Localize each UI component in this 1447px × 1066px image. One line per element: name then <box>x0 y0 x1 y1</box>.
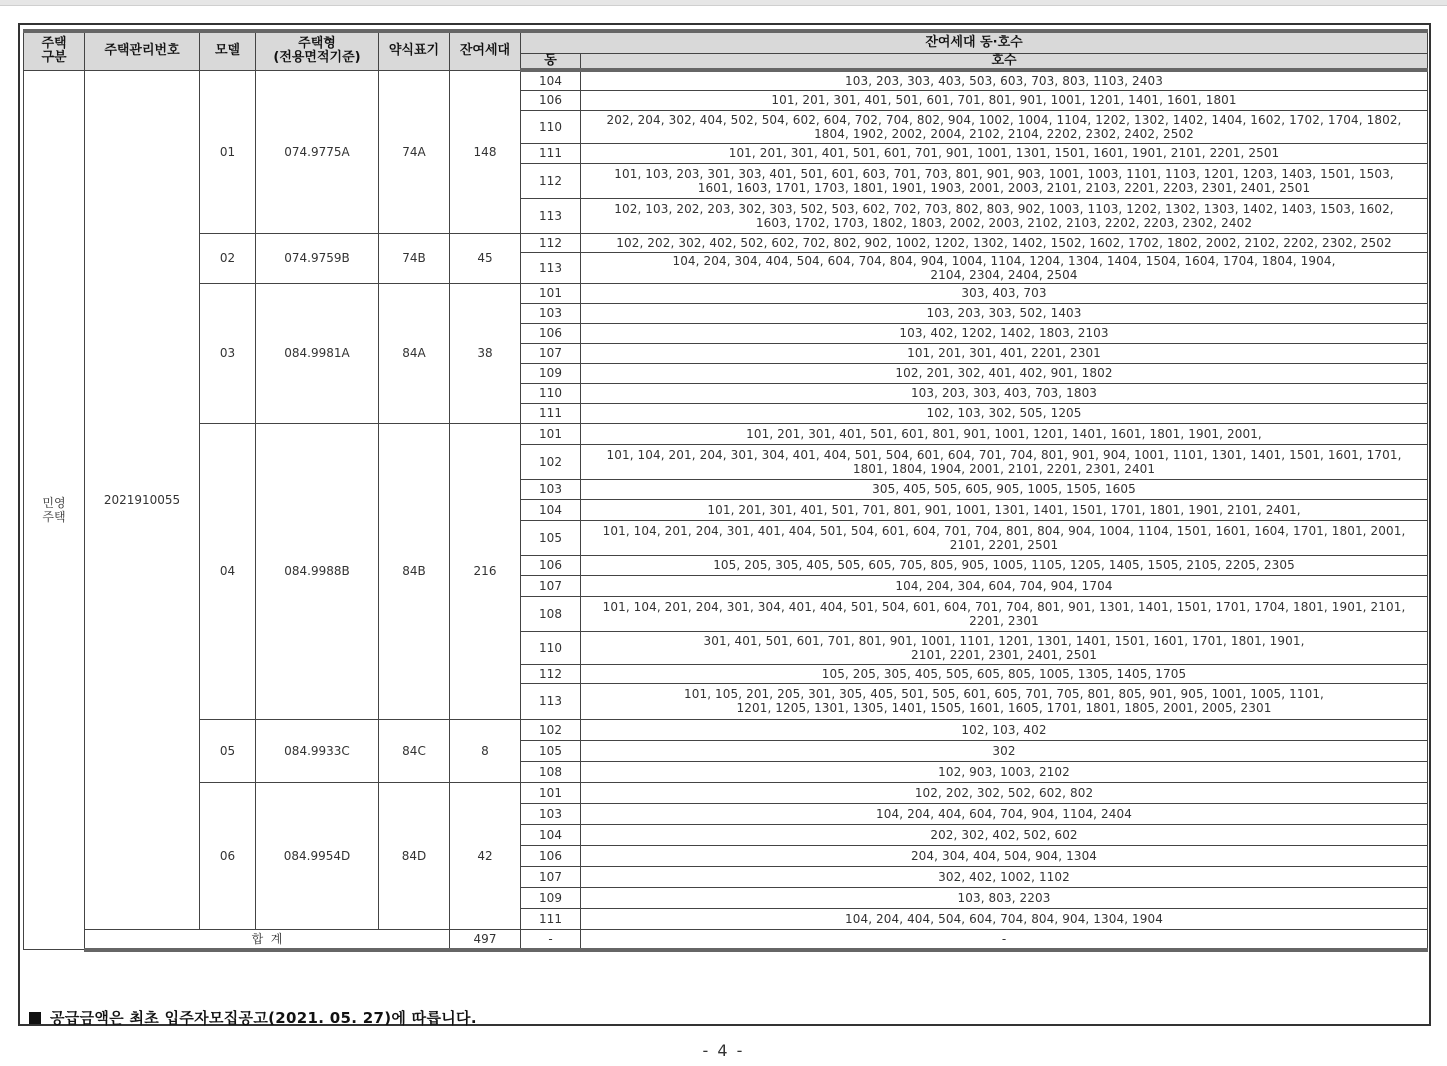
total-row <box>24 929 1428 950</box>
dong-cell: 108 <box>521 596 581 631</box>
units-cell <box>581 143 1428 163</box>
total-label: 합 계 <box>85 929 450 950</box>
units-line: 102, 103, 302, 505, 1205 <box>926 406 1082 420</box>
dong-cell: 104 <box>521 70 581 90</box>
units-line: 2201, 2301 <box>969 613 1039 628</box>
model-cell: 04 <box>200 423 256 719</box>
units-line: 101, 104, 201, 204, 301, 304, 401, 404, 501, 504, 601, 604, 701, 704, 801, 901, 1301, 1401, 1501, 1701, 1704, 1801, 1901, 2101, <box>602 599 1406 614</box>
units-line: 1603, 1702, 1703, 1802, 1803, 2002, 2003, 2102, 2103, 2202, 2203, 2302, 2402 <box>755 215 1253 230</box>
dong-cell: 107 <box>521 866 581 887</box>
units-cell <box>581 740 1428 761</box>
units-line: 103, 803, 2203 <box>957 890 1051 905</box>
dong-cell: 107 <box>521 343 581 363</box>
housing-kind-text: 주택 <box>42 509 66 524</box>
dong-cell: 112 <box>521 664 581 683</box>
units-cell <box>581 520 1428 555</box>
units-line: 102, 202, 302, 402, 502, 602, 702, 802, 902, 1002, 1202, 1302, 1402, 1502, 1602, 1702, 1802, 2002, 2102, 2202, 2302, 2502 <box>616 235 1392 250</box>
units-cell <box>581 719 1428 740</box>
dong-cell: 104 <box>521 824 581 845</box>
model-cell: 06 <box>200 782 256 929</box>
units-line: 101, 104, 201, 204, 301, 401, 404, 501, 504, 601, 604, 701, 704, 801, 804, 904, 1004, 1104, 1501, 1601, 1604, 1701, 1801, 2001, <box>602 523 1406 538</box>
units-line: 103, 402, 1202, 1402, 1803, 2103 <box>899 326 1109 340</box>
note-text: 공급금액은 최초 입주자모집공고(2021. 05. 27)에 따릅니다. <box>50 1009 477 1027</box>
units-line: 202, 302, 402, 502, 602 <box>930 827 1078 842</box>
units-cell <box>581 303 1428 323</box>
top-rule <box>0 0 1447 6</box>
units-cell <box>581 423 1428 444</box>
dong-cell: 101 <box>521 782 581 803</box>
units-line: 104, 204, 404, 504, 604, 704, 804, 904, 1304, 1904 <box>845 911 1163 926</box>
dong-cell: 106 <box>521 90 581 110</box>
table-row <box>24 782 1428 803</box>
units-line: 102, 103, 402 <box>961 722 1047 737</box>
type-cell: 074.9775A <box>256 70 379 233</box>
units-line: 2104, 2304, 2404, 2504 <box>930 267 1078 282</box>
dong-cell: 106 <box>521 323 581 343</box>
units-line: 105, 205, 305, 405, 505, 605, 705, 805, 905, 1005, 1105, 1205, 1405, 1505, 2105, 2205, 2305 <box>713 558 1295 572</box>
total-units: - <box>581 929 1428 950</box>
units-line: 302 <box>992 743 1016 758</box>
units-line: 101, 201, 301, 401, 2201, 2301 <box>907 346 1101 360</box>
table-row <box>24 70 1428 90</box>
units-cell <box>581 908 1428 929</box>
dong-cell: 101 <box>521 423 581 444</box>
units-line: 101, 104, 201, 204, 301, 304, 401, 404, 501, 504, 601, 604, 701, 704, 801, 901, 904, 1001, 1101, 1301, 1401, 1501, 1601, 1701, <box>606 447 1402 462</box>
units-cell <box>581 444 1428 479</box>
units-line: 104, 204, 304, 604, 704, 904, 1704 <box>895 578 1113 593</box>
units-line: 104, 204, 304, 404, 504, 604, 704, 804, 904, 1004, 1104, 1204, 1304, 1404, 1504, 1604, 1704, 1804, 1904, <box>672 253 1336 268</box>
dong-cell: 106 <box>521 555 581 575</box>
abbr-cell: 74B <box>379 233 450 283</box>
remaining-count-cell: 148 <box>450 70 521 233</box>
page-number: - 4 - <box>702 1041 745 1060</box>
dong-cell: 113 <box>521 683 581 719</box>
dong-cell: 113 <box>521 252 581 283</box>
units-cell <box>581 555 1428 575</box>
units-cell <box>581 110 1428 143</box>
units-line: 204, 304, 404, 504, 904, 1304 <box>910 848 1098 863</box>
remaining-count-cell: 8 <box>450 719 521 782</box>
type-cell: 074.9759B <box>256 233 379 283</box>
units-line: 102, 201, 302, 401, 402, 901, 1802 <box>895 366 1113 380</box>
header-kind: 주택 구분 <box>24 31 85 70</box>
dong-cell: 110 <box>521 383 581 403</box>
units-line: 101, 201, 301, 401, 501, 701, 801, 901, 1001, 1301, 1401, 1501, 1701, 1801, 1901, 2101, 2401, <box>707 502 1301 517</box>
units-line: 302, 402, 1002, 1102 <box>938 869 1070 884</box>
dong-cell: 112 <box>521 163 581 198</box>
dong-cell: 109 <box>521 887 581 908</box>
header-type: 주택형 (전용면적기준) <box>256 31 379 70</box>
units-cell <box>581 499 1428 520</box>
header-ho: 호수 <box>581 54 1428 71</box>
dong-cell: 108 <box>521 761 581 782</box>
total-dong: - <box>521 929 581 950</box>
units-line: 102, 202, 302, 502, 602, 802 <box>914 785 1094 800</box>
units-cell <box>581 323 1428 343</box>
dong-cell: 109 <box>521 363 581 383</box>
dong-cell: 105 <box>521 520 581 555</box>
units-line: 1201, 1205, 1301, 1305, 1401, 1505, 1601, 1605, 1701, 1801, 1805, 2001, 2005, 2301 <box>736 701 1272 715</box>
units-line: 101, 201, 301, 401, 501, 601, 701, 901, 1001, 1301, 1501, 1601, 1901, 2101, 2201, 2501 <box>728 146 1280 160</box>
dong-cell: 103 <box>521 303 581 323</box>
header-dong: 동 <box>521 54 581 71</box>
units-line: 104, 204, 404, 604, 704, 904, 1104, 2404 <box>876 806 1132 821</box>
remaining-count-cell: 45 <box>450 233 521 283</box>
dong-cell: 102 <box>521 444 581 479</box>
remaining-count-cell: 42 <box>450 782 521 929</box>
model-cell: 05 <box>200 719 256 782</box>
units-line: 301, 401, 501, 601, 701, 801, 901, 1001, 1101, 1201, 1301, 1401, 1501, 1601, 1701, 1801, 1901, <box>703 633 1305 648</box>
units-line: 102, 103, 202, 203, 302, 303, 502, 503, 602, 702, 703, 802, 803, 902, 1003, 1103, 1202, 1302, 1303, 1402, 1403, 1503, 1602, <box>614 201 1394 216</box>
units-cell <box>581 90 1428 110</box>
units-line: 1601, 1603, 1701, 1703, 1801, 1901, 1903, 2001, 2003, 2101, 2103, 2201, 2203, 2301, 2401, 2501 <box>697 180 1311 195</box>
header-units-group: 잔여세대 동·호수 <box>521 31 1428 54</box>
table-row <box>24 233 1428 252</box>
units-line: 305, 405, 505, 605, 905, 1005, 1505, 1605 <box>872 482 1136 496</box>
units-line: 202, 204, 302, 404, 502, 504, 602, 604, 702, 704, 802, 904, 1002, 1004, 1104, 1202, 1302, 1402, 1404, 1602, 1702, 1704, 1802, <box>606 112 1402 127</box>
units-line: 103, 203, 303, 403, 703, 1803 <box>910 386 1098 400</box>
units-cell <box>581 403 1428 423</box>
header-mgmt-no: 주택관리번호 <box>85 31 200 70</box>
units-line: 101, 201, 301, 401, 501, 601, 701, 801, 901, 1001, 1201, 1401, 1601, 1801 <box>771 93 1237 107</box>
abbr-cell: 84B <box>379 423 450 719</box>
units-cell <box>581 803 1428 824</box>
table-row <box>24 423 1428 444</box>
dong-cell: 102 <box>521 719 581 740</box>
dong-cell: 110 <box>521 631 581 664</box>
remaining-count-cell: 216 <box>450 423 521 719</box>
dong-cell: 110 <box>521 110 581 143</box>
units-cell <box>581 383 1428 403</box>
management-number: 2021910055 <box>85 70 200 929</box>
units-cell <box>581 363 1428 383</box>
dong-cell: 113 <box>521 198 581 233</box>
header-remaining: 잔여세대 <box>450 31 521 70</box>
housing-kind-cell <box>24 70 85 950</box>
units-cell <box>581 70 1428 90</box>
units-line: 102, 903, 1003, 2102 <box>938 764 1070 779</box>
units-cell <box>581 252 1428 283</box>
header-model: 모델 <box>200 31 256 70</box>
table-body <box>24 70 1428 950</box>
type-cell: 084.9981A <box>256 283 379 423</box>
dong-cell: 111 <box>521 908 581 929</box>
type-cell: 084.9954D <box>256 782 379 929</box>
units-cell <box>581 664 1428 683</box>
model-cell: 03 <box>200 283 256 423</box>
units-line: 1804, 1902, 2002, 2004, 2102, 2104, 2202, 2302, 2402, 2502 <box>814 126 1194 141</box>
units-cell <box>581 163 1428 198</box>
units-cell <box>581 631 1428 664</box>
model-cell: 02 <box>200 233 256 283</box>
units-cell <box>581 761 1428 782</box>
units-line: 105, 205, 305, 405, 505, 605, 805, 1005, 1305, 1405, 1705 <box>821 666 1187 681</box>
type-cell: 084.9988B <box>256 423 379 719</box>
units-line: 101, 103, 203, 301, 303, 401, 501, 601, 603, 701, 703, 801, 901, 903, 1001, 1003, 1101, 1103, 1201, 1203, 1403, 1501, 1503, <box>614 166 1394 181</box>
abbr-cell: 84D <box>379 782 450 929</box>
remaining-count-cell: 38 <box>450 283 521 423</box>
abbr-cell: 74A <box>379 70 450 233</box>
units-cell <box>581 782 1428 803</box>
dong-cell: 104 <box>521 499 581 520</box>
total-count: 497 <box>450 929 521 950</box>
units-cell <box>581 866 1428 887</box>
housing-kind-text: 민영 <box>42 495 66 510</box>
units-line: 2101, 2201, 2301, 2401, 2501 <box>910 647 1097 662</box>
units-line: 303, 403, 703 <box>961 286 1047 300</box>
dong-cell: 103 <box>521 479 581 499</box>
header-abbr: 약식표기 <box>379 31 450 70</box>
units-line: 1801, 1804, 1904, 2001, 2101, 2201, 2301, 2401 <box>852 461 1156 476</box>
supply-price-note <box>29 1007 477 1028</box>
dong-cell: 103 <box>521 803 581 824</box>
type-cell: 084.9933C <box>256 719 379 782</box>
units-cell <box>581 283 1428 303</box>
square-bullet-icon <box>29 1012 41 1024</box>
units-cell <box>581 683 1428 719</box>
units-cell <box>581 887 1428 908</box>
units-cell <box>581 824 1428 845</box>
dong-cell: 106 <box>521 845 581 866</box>
model-cell: 01 <box>200 70 256 233</box>
units-cell <box>581 575 1428 596</box>
units-line: 2101, 2201, 2501 <box>949 537 1059 552</box>
units-line: 101, 201, 301, 401, 501, 601, 801, 901, 1001, 1201, 1401, 1601, 1801, 1901, 2001, <box>746 426 1262 441</box>
dong-cell: 112 <box>521 233 581 252</box>
units-cell <box>581 596 1428 631</box>
units-cell <box>581 845 1428 866</box>
table-row <box>24 719 1428 740</box>
abbr-cell: 84C <box>379 719 450 782</box>
abbr-cell: 84A <box>379 283 450 423</box>
units-cell <box>581 343 1428 363</box>
units-cell <box>581 233 1428 252</box>
units-cell <box>581 198 1428 233</box>
dong-cell: 111 <box>521 143 581 163</box>
remaining-units-table <box>23 29 1428 952</box>
units-line: 101, 105, 201, 205, 301, 305, 405, 501, 505, 601, 605, 701, 705, 801, 805, 901, 905, 1001, 1005, 1101, <box>684 687 1324 701</box>
units-line: 103, 203, 303, 502, 1403 <box>926 306 1082 320</box>
dong-cell: 111 <box>521 403 581 423</box>
table-row <box>24 283 1428 303</box>
dong-cell: 101 <box>521 283 581 303</box>
dong-cell: 107 <box>521 575 581 596</box>
dong-cell: 105 <box>521 740 581 761</box>
units-cell <box>581 479 1428 499</box>
units-line: 103, 203, 303, 403, 503, 603, 703, 803, 1103, 2403 <box>845 73 1163 88</box>
